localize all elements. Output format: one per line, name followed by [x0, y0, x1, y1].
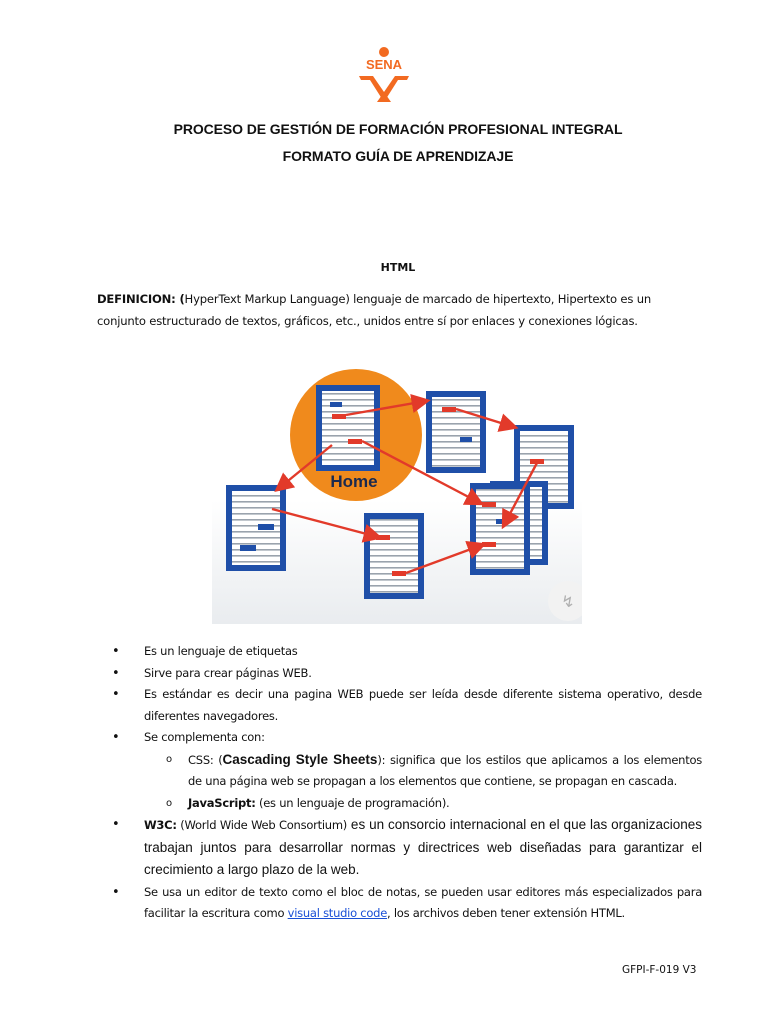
list-item: • Sirve para crear páginas WEB. [112, 665, 312, 681]
list-item-w3c: • W3C: (World Wide Web Consortium) es un consorcio internacional en el que las organizaciones trabajan juntos para desarrollar normas y directrices web diseñadas para garantizar el crecimiento a largo plazo de la web. [112, 817, 702, 877]
list-item: • Se complementa con: [112, 730, 265, 745]
logo-text: SENA [365, 57, 403, 72]
sena-logo [355, 46, 413, 104]
document-title-process: PROCESO DE GESTIÓN DE FORMACIÓN PROFESIONAL INTEGRAL [173, 121, 623, 137]
document-bottom-right [470, 483, 530, 575]
visual-studio-code-link[interactable]: visual studio code [287, 906, 388, 920]
list-item-editor: • Se usa un editor de texto como el bloc de notas, se pueden usar editores más especializados para facilitar la escritura como visual studio code, los archivos deben tener extensión HTML. [112, 884, 702, 920]
definition-paragraph [97, 289, 699, 332]
bullet-list [112, 641, 702, 925]
definition-label: DEFINICION: ( [97, 292, 185, 306]
sub-item-javascript: o JavaScript: (es un lenguaje de programación). [166, 795, 450, 810]
document-top-mid [426, 391, 486, 473]
list-item: • Es estándar es decir una pagina WEB puede ser leída desde diferente sistema operativo, desde diferentes navegadores. [112, 687, 702, 723]
document-title-format: FORMATO GUÍA DE APRENDIZAJE [282, 148, 514, 164]
list-item: • Es un lenguaje de etiquetas [112, 644, 298, 659]
document-home [316, 385, 380, 471]
watermark-icon: ↯ [561, 592, 575, 611]
hypertext-illustration [212, 349, 582, 624]
definition-text: HyperText Markup Language) lenguaje de marcado de hipertexto, Hipertexto es un conjunto estructurado de textos, gráficos, etc., unidos entre sí por enlaces y conexiones lógicas. [97, 292, 651, 328]
document-left [226, 485, 286, 571]
footer-code: GFPI-F-019 V3 [622, 964, 697, 976]
home-label: Home [330, 472, 378, 491]
section-heading: HTML [380, 261, 416, 274]
sub-item-css: o CSS: (Cascading Style Sheets): significa que los estilos que aplicamos a los elementos de una página web se propagan a los elementos que contiene, se propagan en cascada. [166, 751, 702, 788]
document-bottom-mid [364, 513, 424, 599]
